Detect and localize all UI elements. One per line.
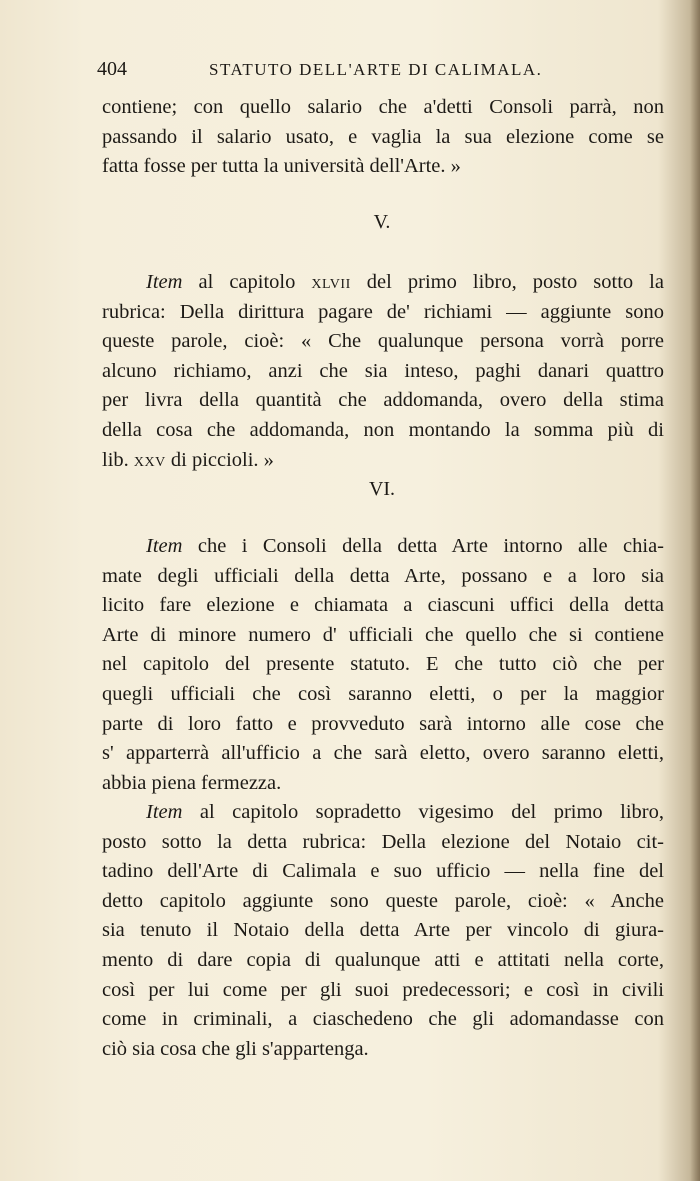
text-fragment: di piccioli. » [165,448,274,471]
text-line: come in criminali, a ciaschedeno che gli adomandasse con [102,1008,664,1031]
text-line: tadino dell'Arte di Calimala e suo ufficio — nella fine del [102,860,664,883]
paragraph-item-notaio [102,798,664,1064]
text-line: per livra della quantità che addomanda, overo della stima [102,389,664,412]
text-line [102,798,664,828]
text-line: della cosa che addomanda, non montando la somma più di [102,418,664,441]
text-fragment: che i Consoli della detta Arte intorno alle chia- [182,535,664,557]
page-edge-shadow [690,0,700,1181]
text-line [102,532,664,562]
text-line: parte di loro fatto e provveduto sarà intorno alle cose che [102,712,664,735]
item-word: Item [146,535,183,557]
text-line: rubrica: Della dirittura pagare de' richiami — aggiunte sono [102,300,664,323]
running-header [97,58,665,84]
text-line: Arte di minore numero d' ufficiali che quello che si contiene [102,623,664,646]
amount-numeral: xxv [133,448,166,471]
text-line: così per lui come per gli suoi predecessori; e così in civili [102,978,664,1001]
section-heading-vi: VI. [368,478,396,500]
text-line: posto sotto la detta rubrica: Della elezione del Notaio cit- [102,830,664,853]
text-line: queste parole, cioè: « Che qualunque persona vorrà porre [102,330,664,353]
text-line: sia tenuto il Notaio della detta Arte per vincolo di giura- [102,919,664,942]
text-line: fatta fosse per tutta la università dell'Arte. » [102,155,461,178]
text-fragment: al capitolo [182,271,312,293]
page-number: 404 [97,58,127,80]
running-title: STATUTO DELL'ARTE DI CALIMALA. [209,60,543,79]
chapter-numeral: xlvii [311,271,351,293]
text-fragment: del primo libro, posto sotto la [350,271,664,293]
paragraph-item-v [102,268,664,475]
text-fragment: al capitolo sopradetto vigesimo del primo libro, [182,801,664,823]
text-line: mate degli ufficiali della detta Arte, possano e a loro sia [102,564,664,587]
text-line: mento di dare copia di qualunque atti e attitati nella corte, [102,948,664,971]
text-line: quegli ufficiali che così saranno eletti, o per la maggior [102,682,664,705]
item-word: Item [146,801,183,823]
text-line: nel capitolo del presente statuto. E che tutto ciò che per [102,653,664,676]
text-line [102,446,664,476]
section-heading-v: V. [373,211,391,233]
text-line: abbia piena fermezza. [102,771,282,794]
text-line: s' apparterrà all'ufficio a che sarà eletto, overo saranno eletti, [102,742,664,765]
paragraph-continuation [102,93,664,182]
paragraph-item-vi [102,532,664,798]
text-fragment: lib. [102,448,134,471]
text-line: alcuno richiamo, anzi che sia inteso, paghi danari quattro [102,359,664,382]
text-line: contiene; con quello salario che a'detti Consoli parrà, non [102,96,664,118]
text-line: passando il salario usato, e vaglia la sua elezione come se [102,125,664,148]
text-line: ciò sia cosa che gli s'appartenga. [102,1037,369,1060]
text-line [102,268,664,298]
text-line: detto capitolo aggiunte sono queste parole, cioè: « Anche [102,889,664,912]
text-line: licito fare elezione e chiamata a ciascuni uffici della detta [102,594,664,617]
item-word: Item [146,271,183,293]
